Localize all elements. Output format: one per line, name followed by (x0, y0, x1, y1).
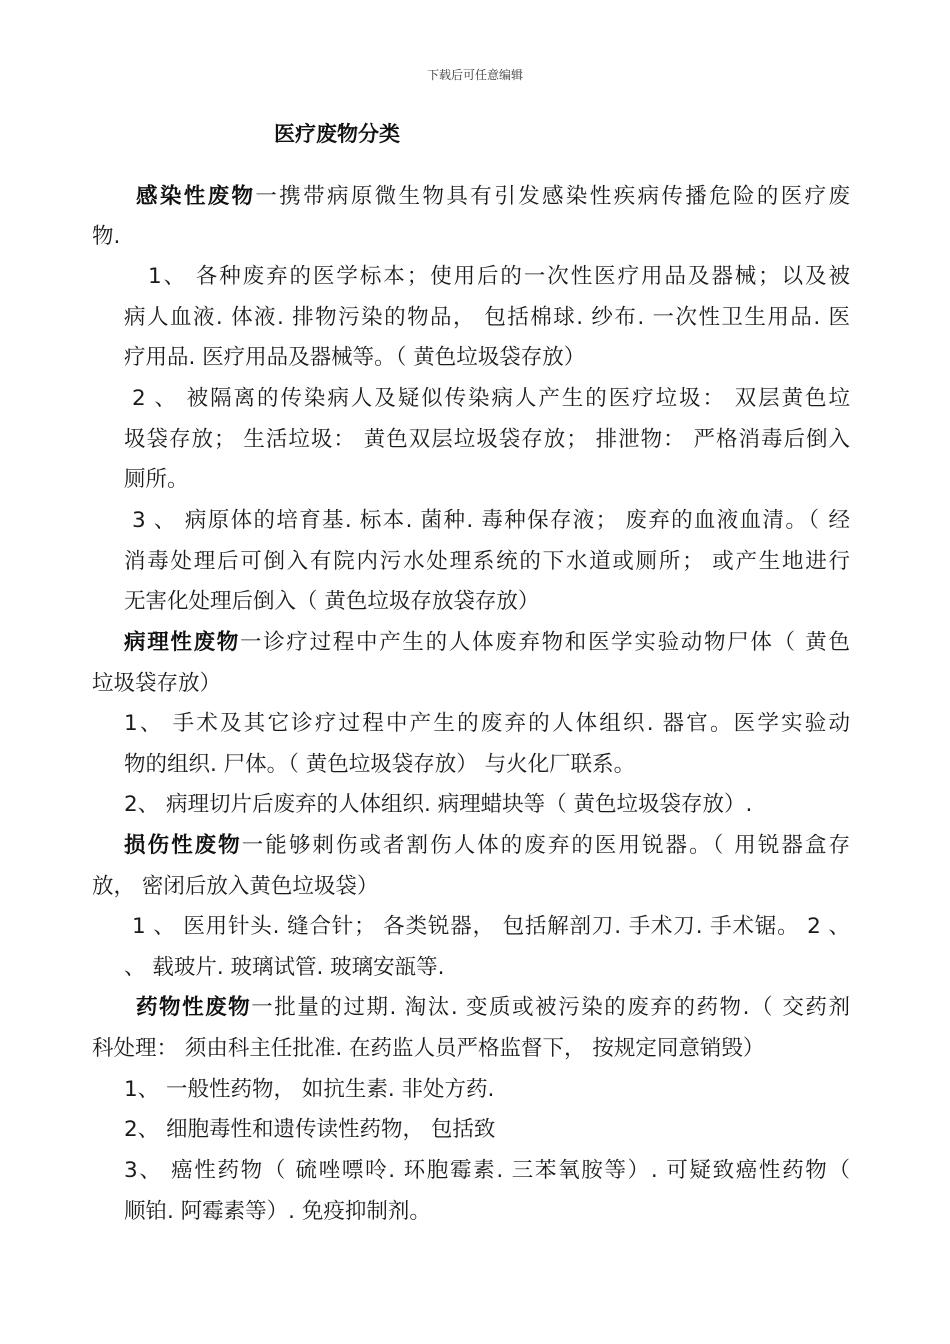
list-item-line: 、 载玻片. 玻璃试管. 玻璃安瓿等. (124, 955, 445, 980)
list-item-line: 3 、 病原体的培育基. 标本. 菌种. 毒种保存液； 废弃的血液血清。（ 经 (132, 508, 850, 533)
list-item-line: 顺铂. 阿霉素等）. 免疫抑制剂。 (124, 1199, 431, 1224)
category-term: 感染性废物 (136, 184, 256, 209)
paragraph-line: 放， 密闭后放入黄色垃圾袋） (92, 874, 379, 899)
list-item-line: 物的组织. 尸体。（ 黄色垃圾袋存放） 与火化厂联系。 (124, 752, 636, 777)
list-item-line: 1、 一般性药物， 如抗生素. 非处方药. (124, 1077, 495, 1102)
list-item-line: 1、 各种废弃的医学标本；使用后的一次性医疗用品及器械；以及被 (148, 264, 850, 289)
list-item-line: 1 、 医用针头. 缝合针； 各类锐器， 包括解剖刀. 手术刀. 手术锯。 2 、 (132, 914, 850, 939)
list-item-line: 2、 细胞毒性和遗传读性药物， 包括致 (124, 1117, 496, 1142)
list-item-line: 3、 癌性药物（ 硫唑嘌呤. 环胞霉素. 三苯氧胺等）. 可疑致癌性药物（ (124, 1158, 850, 1183)
paragraph-line: 损伤性废物一能够刺伤或者割伤人体的废弃的医用锐器。（ 用锐器盒存 (124, 833, 850, 858)
list-item-line: 厕所。 (124, 467, 189, 492)
list-item-line: 无害化处理后倒入（ 黄色垃圾存放袋存放） (124, 589, 540, 614)
document-title: 医疗废物分类 (274, 122, 400, 146)
category-term: 病理性废物 (124, 630, 240, 655)
paragraph-line: 感染性废物一携带病原微生物具有引发感染性疾病传播危险的医疗废 (136, 184, 850, 209)
list-item-line: 2 、 被隔离的传染病人及疑似传染病人产生的医疗垃圾： 双层黄色垃 (132, 386, 850, 411)
paragraph-line: 药物性废物一批量的过期. 淘汰. 变质或被污染的废弃的药物.（ 交药剂 (136, 995, 850, 1020)
paragraph-line: 病理性废物一诊疗过程中产生的人体废弃物和医学实验动物尸体（ 黄色 (124, 630, 850, 655)
page-header: 下载后可任意编辑 (426, 68, 523, 82)
paragraph-line: 物. (92, 224, 121, 249)
category-term: 损伤性废物 (124, 833, 242, 858)
list-item-line: 疗用品. 医疗用品及器械等。（ 黄色垃圾袋存放） (124, 345, 586, 370)
paragraph-line: 垃圾袋存放） (92, 671, 222, 696)
paragraph-line: 科处理： 须由科主任批准. 在药监人员严格监督下， 按规定同意销毁） (92, 1036, 765, 1061)
category-term: 药物性废物 (136, 995, 252, 1020)
list-item-line: 1、 手术及其它诊疗过程中产生的废弃的人体组织. 器官。医学实验动 (124, 711, 850, 736)
list-item-line: 消毒处理后可倒入有院内污水处理系统的下水道或厕所； 或产生地进行 (124, 549, 850, 574)
list-item-line: 圾袋存放； 生活垃圾： 黄色双层垃圾袋存放； 排泄物： 严格消毒后倒入 (124, 427, 850, 452)
list-item-line: 2、 病理切片后废弃的人体组织. 病理蜡块等（ 黄色垃圾袋存放）. (124, 792, 753, 817)
list-item-line: 病人血液. 体液. 排物污染的物品， 包括棉球. 纱布. 一次性卫生用品. 医 (124, 305, 850, 330)
